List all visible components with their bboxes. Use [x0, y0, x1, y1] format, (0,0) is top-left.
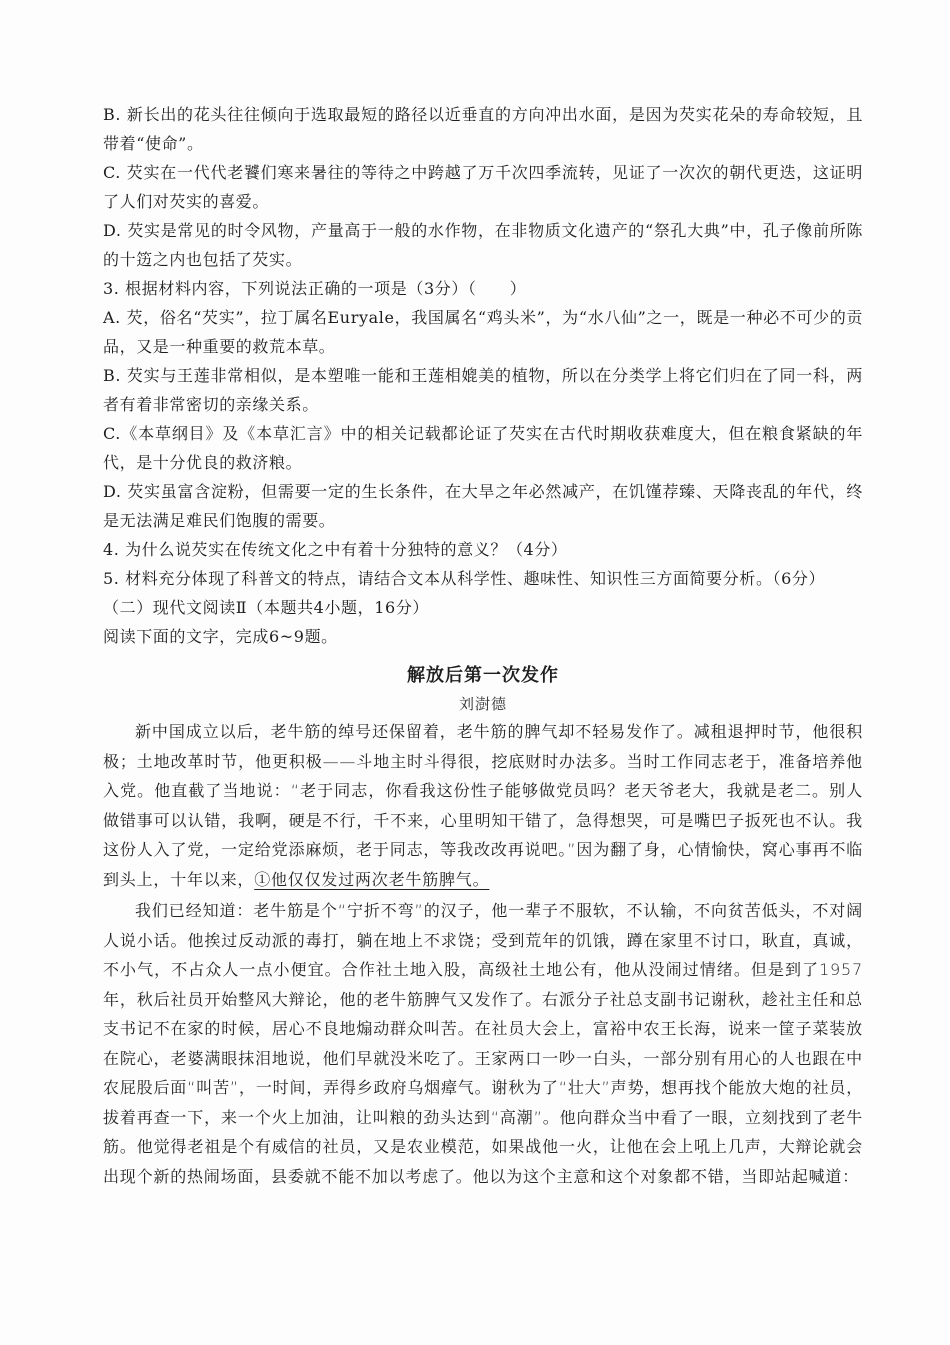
q3-option-a: A. 芡，俗名“芡实”，拉丁属名Euryale，我国属名“鸡头米”，为“水八仙”之一，既是一种必不可少的贡品，又是一种重要的救荒本草。 [103, 308, 863, 356]
q5-stem: 5. 材料充分体现了科普文的特点，请结合文本从科学性、趣味性、知识性三方面简要分析。（6分） [103, 569, 826, 588]
q3-stem: 3. 根据材料内容，下列说法正确的一项是（3分）（ ） [103, 279, 527, 298]
page-content [103, 100, 863, 1191]
story-author: 刘澍德 [458, 695, 507, 713]
story-paragraph-2: 我们已经知道：老牛筋是个“宁折不弯”的汉子，他一辈子不服软，不认输，不向贫苦低头，不对阔人说小话。他挨过反动派的毒打，躺在地上不求饶；受到荒年的饥饿，蹲在家里不讨口，耿直，真诚，不小气，不占众人一点小便宜。合作社土地入股，高级社土地公有，他从没闹过情绪。但是到了1957年，秋后社员开始整风大辩论，他的老牛筋脾气又发作了。右派分子社总支副书记谢秋，趁社主任和总支书记不在家的时候，居心不良地煽动群众叫苦。在社员大会上，富裕中农王长海，说来一筐子菜装放在院心，老婆满眼抹泪地说，他们早就没米吃了。王家两口一吵一白头，一部分别有用心的人也跟在中农屁股后面“叫苦”，一时间，弄得乡政府乌烟瘴气。谢秋为了“壮大”声势，想再找个能放大炮的社员，拔着再查一下，来一个火上加油，让叫粮的劲头达到“高潮”。他向群众当中看了一眼，立刻找到了老牛筋。他觉得老祖是个有威信的社员，又是农业模范，如果战他一火，让他在会上吼上几声，大辩论就会出现个新的热闹场面，县委就不能不加以考虑了。他以为这个主意和这个对象都不错，当即站起喊道： [103, 901, 863, 1186]
reading-instruction: 阅读下面的文字，完成6~9题。 [103, 627, 338, 646]
q3-option-d: D. 芡实虽富含淀粉，但需要一定的生长条件，在大旱之年必然减产，在饥馑荐臻、天降丧乱的年代，终是无法满足难民们饱腹的需要。 [103, 482, 863, 530]
q3-option-b: B. 芡实与王莲非常相似，是本塑唯一能和王莲相媲美的植物，所以在分类学上将它们归在了同一科，两者有着非常密切的亲缘关系。 [103, 366, 863, 414]
q2-option-d: D. 芡实是常见的时令风物，产量高于一般的水作物，在非物质文化遗产的“祭孔大典”中，孔子像前所陈的十笾之内也包括了芡实。 [103, 221, 863, 269]
underlined-sentence-1: ①他仅仅发过两次老牛筋脾气。 [254, 869, 490, 889]
story-paragraph-1 [103, 717, 863, 894]
story-paragraph-1-text: 新中国成立以后，老牛筋的绰号还保留着，老牛筋的脾气却不轻易发作了。减租退押时节，他很积极；土地改革时节，他更积极——斗地主时斗得很，挖底财时办法多。当时工作同志老于，准备培养他入党。他直截了当地说：“老于同志，你看我这份性子能够做党员吗？老天爷老大，我就是老二。别人做错事可以认错，我啊，硬是不行，千不来，心里明知干错了，急得想哭，可是嘴巴子扳死也不认。我这份人入了党，一定给党添麻烦，老于同志，等我改改再说吧。”因为翻了身，心情愉快，窝心事再不临到头上，十年以来， [103, 722, 863, 889]
q4-stem: 4. 为什么说芡实在传统文化之中有着十分独特的意义？（4分） [103, 540, 568, 559]
q2-option-b: B. 新长出的花头往往倾向于选取最短的路径以近垂直的方向冲出水面，是因为芡实花朵的寿命较短，且带着“使命”。 [103, 105, 863, 153]
q2-option-c: C. 芡实在一代代老饕们寒来暑往的等待之中跨越了万千次四季流转，见证了一次次的朝代更迭，这证明了人们对芡实的喜爱。 [103, 163, 863, 211]
section-heading: （二）现代文阅读Ⅱ（本题共4小题，16分） [103, 598, 430, 617]
story-title: 解放后第一次发作 [407, 665, 559, 686]
q3-option-c: C.《本草纲目》及《本草汇言》中的相关记载都论证了芡实在古代时期收获难度大，但在粮食紧缺的年代，是十分优良的救济粮。 [103, 424, 863, 472]
